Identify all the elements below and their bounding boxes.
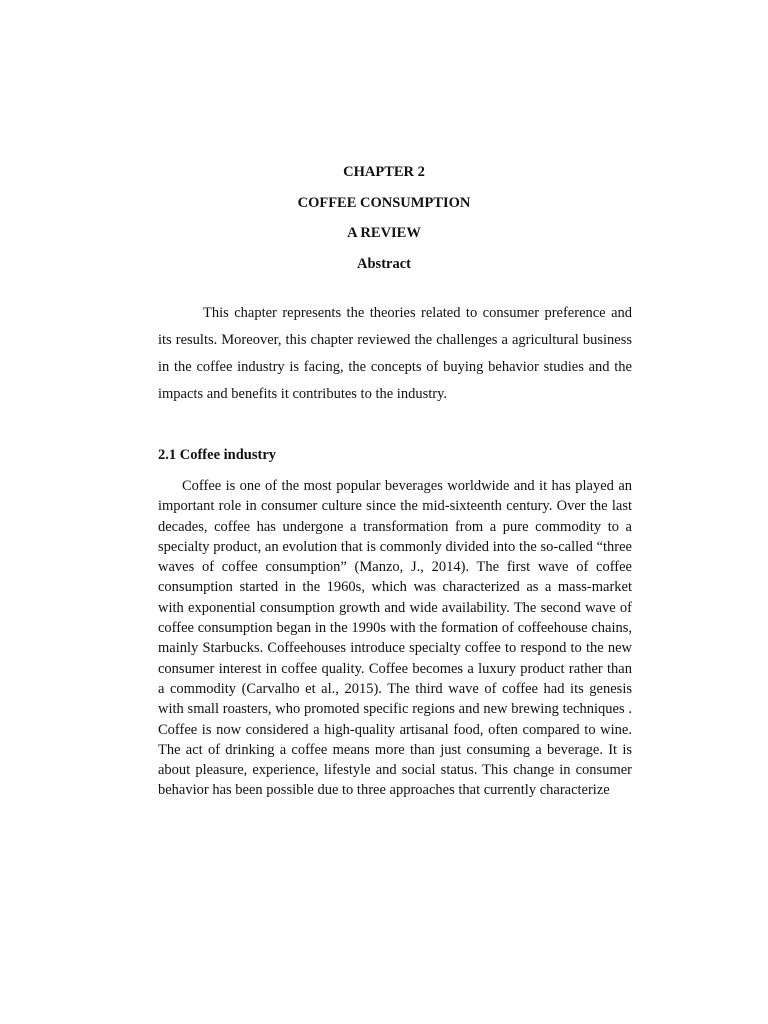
chapter-title: COFFEE CONSUMPTION bbox=[297, 195, 471, 211]
section-heading: 2.1 Coffee industry bbox=[158, 447, 277, 463]
abstract-heading: Abstract bbox=[357, 256, 411, 272]
chapter-heading: CHAPTER 2 bbox=[343, 164, 425, 180]
section-paragraph: Coffee is one of the most popular beverages worldwide and it has played an important role in consumer culture since the mid-sixteenth century. Over the last decades, coffee has undergone a transformation from a pure commodity to a specialty product, an evolution that is commonly divided into the so-called “three waves of coffee consumption” (Manzo, J., 2014). The first wave of coffee consumption started in the 1960s, which was characterized as a mass-market with exponential consumption growth and wide availability. The second wave of coffee consumption began in the 1990s with the formation of coffeehouse chains, mainly Starbucks. Coffeehouses introduce specialty coffee to respond to the new consumer interest in coffee quality. Coffee becomes a luxury product rather than a commodity (Carvalho et al., 2015). The third wave of coffee had its genesis with small roasters, who promoted specific regions and new brewing techniques . Coffee is now considered a high-quality artisanal food, often compared to wine. The act of drinking a coffee means more than just consuming a beverage. It is about pleasure, experience, lifestyle and social status. This change in consumer behavior has been possible due to three approaches that currently characterize bbox=[158, 478, 632, 799]
abstract-paragraph: This chapter represents the theories related to consumer preference and its results. Moreover, this chapter reviewed the challenges a agricultural business in the coffee industry is facing, the concepts of buying behavior studies and the impacts and benefits it contributes to the industry. bbox=[158, 305, 632, 402]
chapter-subtitle: A REVIEW bbox=[347, 225, 421, 241]
